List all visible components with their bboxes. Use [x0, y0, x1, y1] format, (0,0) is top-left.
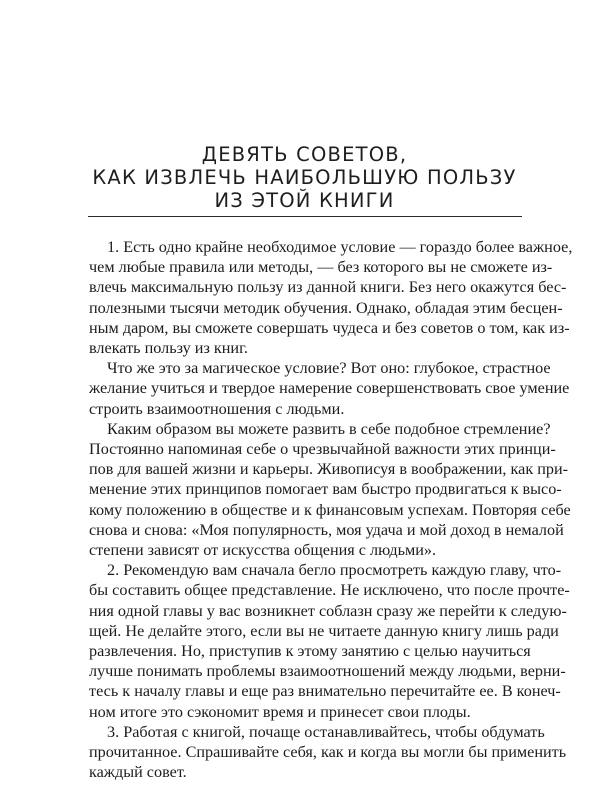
text-line: Постоянно напоминая себе о чрезвычайной важности этих принци- — [89, 440, 556, 459]
text-line: 2. Рекомендую вам сначала бегло просмотреть каждую главу, что- — [107, 561, 562, 580]
paragraph-3 — [89, 419, 571, 560]
text-line: кому положению в обществе и к финансовым успехам. Повторяя себе — [89, 500, 571, 519]
text-line: каждый совет. — [89, 763, 187, 782]
text-line: влечь максимальную пользу из данной книги. Без него окажутся бес- — [89, 278, 567, 297]
text-line: Что же это за магическое условие? Вот оно: глубокое, страстное — [107, 359, 551, 378]
text-line: снова и снова: «Моя популярность, моя удача и мой доход в немалой — [89, 520, 564, 539]
heading-divider — [88, 216, 522, 217]
text-line: 1. Есть одно крайне необходимое условие — гораздо более важное, — [107, 238, 573, 256]
text-line: влекать пользу из книг. — [89, 339, 248, 358]
text-line: 3. Работая с книгой, почаще останавливайтесь, чтобы обдумать — [107, 722, 545, 741]
text-line: ном итоге это сэкономит время и принесет свои плоды. — [89, 702, 471, 721]
text-line: лучше понимать проблемы взаимоотношений между людьми, верни- — [89, 662, 566, 681]
paragraph-1 — [89, 237, 573, 358]
heading-line: ДЕВЯТЬ СОВЕТОВ, — [201, 143, 408, 166]
text-line: желание учиться и твердое намерение совершенствовать свое умение — [89, 379, 570, 398]
text-line: ния одной главы у вас возникнет соблазн сразу же перейти к следую- — [89, 601, 567, 620]
text-line: степени зависят от искусства общения с людьми». — [89, 541, 437, 560]
text-line: щей. Не делайте этого, если вы не читаете данную книгу лишь ради — [89, 621, 559, 640]
text-line: полезными тысячи методик обучения. Однако, обладая этим бесцен- — [89, 298, 563, 317]
text-line: менение этих принципов помогает вам быстро продвигаться к высо- — [89, 480, 562, 499]
text-line: прочитанное. Спрашивайте себя, как и когда вы могли бы применить — [89, 743, 567, 762]
heading-line: КАК ИЗВЛЕЧЬ НАИБОЛЬШУЮ ПОЛЬЗУ — [92, 166, 517, 189]
paragraph-4 — [89, 560, 570, 722]
text-line: чем любые правила или методы, — без которого вы не сможете из- — [89, 258, 553, 277]
heading-line: ИЗ ЭТОЙ КНИГИ — [214, 189, 395, 212]
paragraph-2 — [89, 358, 570, 419]
paragraph-5 — [89, 722, 567, 783]
text-line: Каким образом вы можете развить в себе подобное стремление? — [107, 419, 551, 438]
chapter-heading — [87, 143, 522, 212]
text-line: бы составить общее представление. Не исключено, что после прочте- — [89, 581, 570, 600]
text-line: тесь к началу главы и еще раз внимательно перечитайте ее. В конеч- — [89, 682, 561, 701]
text-line: строить взаимоотношения с людьми. — [89, 399, 345, 418]
body-text — [89, 237, 573, 782]
text-line: ным даром, вы сможете совершать чудеса и без советов о том, как из- — [89, 318, 570, 337]
text-line: развлечения. Но, приступив к этому занятию с целью научиться — [89, 642, 531, 661]
text-line: пов для вашей жизни и карьеры. Живописуя в воображении, как при- — [89, 460, 569, 479]
